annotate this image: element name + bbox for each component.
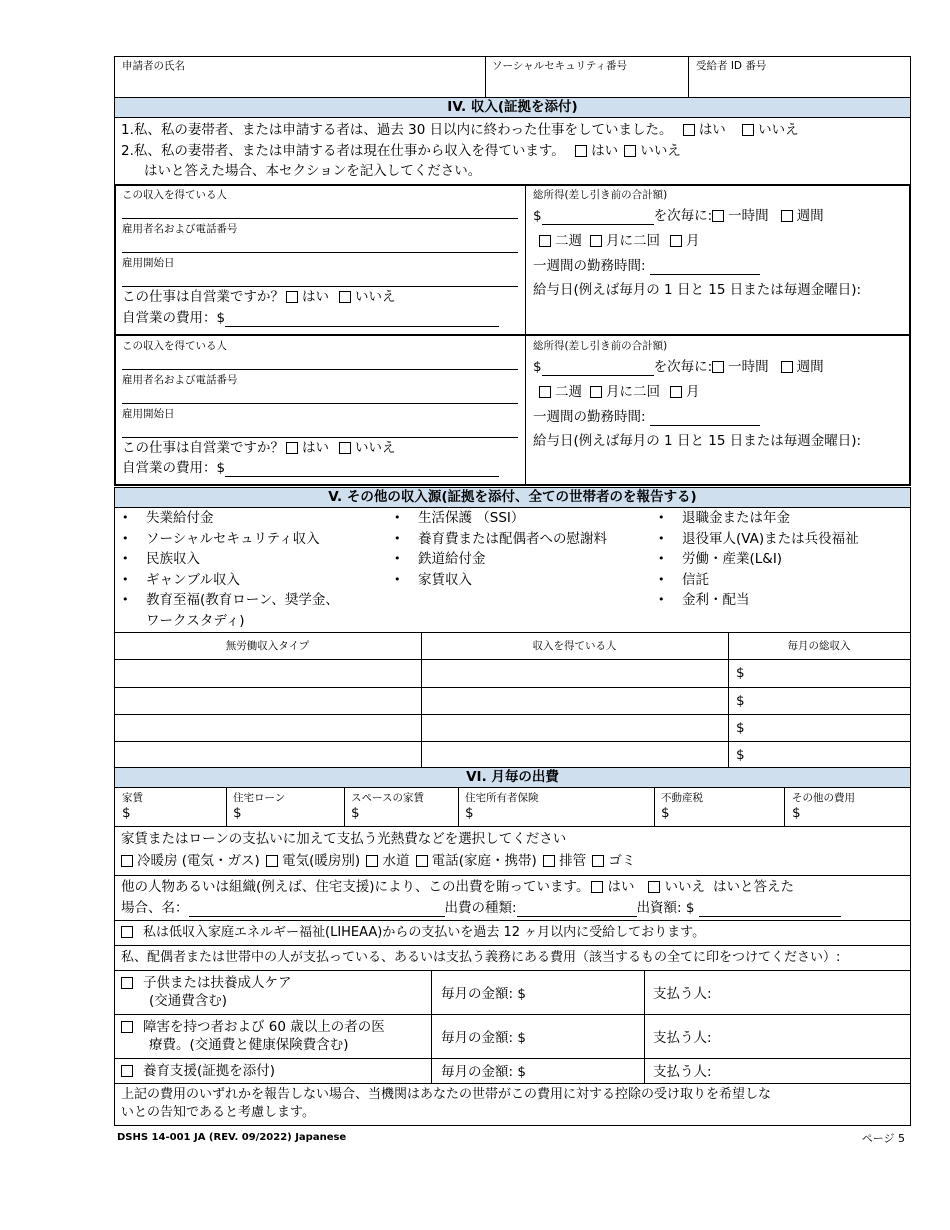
expense-mortgage-field[interactable]: $: [233, 805, 242, 821]
self-employed-expense: 自営業の費用：$: [122, 460, 499, 477]
payday-label: 給与日(例えば毎月の 1 日と 15 日または毎週金曜日):: [533, 282, 862, 298]
q2-no-checkbox[interactable]: [624, 145, 636, 157]
table-row: 養育支援(証拠を添付): [121, 1063, 275, 1080]
expense-rent-field[interactable]: $: [122, 805, 131, 821]
freq-hourly-checkbox[interactable]: [712, 210, 724, 222]
payday-label: 給与日(例えば毎月の 1 日と 15 日または毎週金曜日):: [533, 433, 862, 449]
utility-water-checkbox[interactable]: [366, 855, 378, 867]
weekly-hours-field[interactable]: [650, 260, 760, 275]
section-5-title: V. その他の収入源(証拠を添付、全ての世帯者のを報告する): [114, 487, 911, 508]
employer-field[interactable]: [122, 252, 518, 253]
self-employed-yes-checkbox[interactable]: [286, 291, 298, 303]
list-item: • 信託: [652, 570, 907, 591]
utilities-options: 冷暖房 (電気・ガス) 電気(暖房別) 水道 電話(家庭・携帯) 排管 ゴミ: [121, 853, 635, 870]
employer-label: 雇用者名および電話番号: [122, 374, 238, 386]
freq-weekly-checkbox[interactable]: [781, 210, 793, 222]
employer-field[interactable]: [122, 403, 518, 404]
list-item: • 鉄道給付金: [388, 549, 653, 570]
gross-income-row: $ を次毎に: 一時間 週間: [533, 208, 824, 224]
list-item: • 労働・産業(L&I): [652, 549, 907, 570]
list-item: • 民族収入: [116, 549, 386, 570]
table-row: 障害を持つ者および 60 歳以上の者の医 療費。(交通費と健康保険費含む): [121, 1018, 426, 1054]
employer-label: 雇用者名および電話番号: [122, 223, 238, 235]
table-row: 子供または扶養成人ケア (交通費含む): [121, 974, 426, 1010]
applicant-name-label: 申請者の氏名: [122, 60, 185, 72]
table-row-dollar[interactable]: $: [736, 720, 745, 736]
frequency-row-2: 二週 月に二回 月: [539, 384, 700, 401]
table-row-dollar[interactable]: $: [736, 665, 745, 681]
start-date-field[interactable]: [122, 437, 518, 438]
q2-yes-checkbox[interactable]: [575, 145, 587, 157]
table-row-dollar[interactable]: $: [736, 693, 745, 709]
medical-payer[interactable]: 支払う人:: [653, 1030, 712, 1046]
list-item: • 失業給付金: [116, 508, 386, 529]
income-question-2: 2.私、私の妻帯者、または申請する者は現在仕事から収入を得ています。 はい いいえ: [121, 143, 681, 159]
income-source-list-1: [116, 508, 386, 631]
self-employed-question: この仕事は自営業ですか？ はい いいえ: [122, 440, 396, 456]
self-employed-expense-field[interactable]: [225, 462, 499, 477]
list-item: • 教育至福(教育ローン、奨学金、 ワークスタディ): [116, 590, 386, 631]
earner-field[interactable]: [122, 218, 518, 219]
expense-other-label: その他の費用: [792, 792, 855, 804]
freq-monthly-checkbox[interactable]: [670, 235, 682, 247]
recipient-id-label: 受給者 ID 番号: [696, 60, 767, 72]
page-number: ページ 5: [861, 1132, 905, 1145]
income-instruction: はいと答えた場合、本セクションを記入してください。: [144, 163, 482, 179]
start-date-field[interactable]: [122, 286, 518, 287]
child-care-amount[interactable]: 毎月の金額: $: [441, 986, 526, 1002]
liheaa-checkbox[interactable]: [121, 926, 133, 938]
others-pay-question: 他の人物あるいは組織(例えば、住宅支援)により、この出費を賄っています。 はい いいえ はいと答えた: [121, 879, 794, 895]
form-id: DSHS 14-001 JA (REV. 09/2022) Japanese: [117, 1132, 347, 1143]
gross-income-row: $ を次毎に: 一時間 週間: [533, 359, 824, 375]
list-item: • 生活保護 （SSI）: [388, 508, 653, 529]
column-header-monthly-total: 毎月の総収入: [787, 640, 851, 652]
utility-phone-checkbox[interactable]: [416, 855, 428, 867]
section-4-title: IV. 収入(証拠を添付): [114, 97, 911, 118]
payer-name-field[interactable]: [189, 902, 445, 917]
child-support-amount[interactable]: 毎月の金額: $: [441, 1064, 526, 1080]
q1-no-checkbox[interactable]: [742, 124, 754, 136]
start-date-label: 雇用開始日: [122, 257, 175, 269]
others-pay-no-checkbox[interactable]: [648, 881, 660, 893]
non-report-notice: 上記の費用のいずれかを報告しない場合、当機関はあなたの世帯がこの費用に対する控除の受け取りを希望しな いとの告知であると考慮します。: [121, 1087, 772, 1120]
freq-biweekly-checkbox[interactable]: [539, 386, 551, 398]
contribution-amount-field[interactable]: [699, 902, 841, 917]
earner-field[interactable]: [122, 369, 518, 370]
freq-semimonthly-checkbox[interactable]: [590, 386, 602, 398]
expense-mortgage-label: 住宅ローン: [233, 792, 286, 804]
utility-sewer-checkbox[interactable]: [543, 855, 555, 867]
freq-biweekly-checkbox[interactable]: [539, 235, 551, 247]
frequency-row-2: 二週 月に二回 月: [539, 233, 700, 250]
expense-type-field[interactable]: [517, 902, 637, 917]
others-pay-details: 場合、名： 出費の種類: 出資額: $: [121, 900, 841, 917]
gross-income-field[interactable]: [542, 361, 654, 376]
list-item: • 退役軍人(VA)または兵役福祉: [652, 529, 907, 550]
gross-income-field[interactable]: [542, 210, 654, 225]
expense-property-tax-label: 不動産税: [661, 792, 703, 804]
liheaa-row: 私は低収入家庭エネルギー福祉(LIHEAA)からの支払いを過去 12 ヶ月以内に受給しております。: [121, 924, 705, 941]
earner-label: この収入を得ている人: [122, 340, 227, 352]
utility-garbage-checkbox[interactable]: [592, 855, 604, 867]
self-employed-no-checkbox[interactable]: [339, 442, 351, 454]
weekly-hours-field[interactable]: [650, 411, 760, 426]
freq-hourly-checkbox[interactable]: [712, 361, 724, 373]
gross-income-label: 総所得(差し引き前の合計額): [533, 340, 668, 352]
q1-yes-checkbox[interactable]: [683, 124, 695, 136]
start-date-label: 雇用開始日: [122, 408, 175, 420]
table-row-dollar[interactable]: $: [736, 747, 745, 763]
others-pay-yes-checkbox[interactable]: [591, 881, 603, 893]
expense-space-rent-label: スペースの家賃: [351, 792, 424, 804]
income-source-list-2: [388, 508, 653, 590]
expense-home-insurance-label: 住宅所有者保険: [465, 792, 539, 804]
utility-heating-checkbox[interactable]: [121, 855, 133, 867]
freq-weekly-checkbox[interactable]: [781, 361, 793, 373]
expense-other-field[interactable]: $: [792, 805, 801, 821]
list-item: • 家賃収入: [388, 570, 653, 591]
earner-label: この収入を得ている人: [122, 189, 227, 201]
expense-home-insurance-field[interactable]: $: [465, 805, 474, 821]
list-item: • 養育費または配偶者への慰謝料: [388, 529, 653, 550]
self-employed-no-checkbox[interactable]: [339, 291, 351, 303]
self-employed-question: この仕事は自営業ですか？ はい いいえ: [122, 289, 396, 305]
income-source-list-3: [652, 508, 907, 611]
income-question-1: 1.私、私の妻帯者、または申請する者は、過去 30 日以内に終わった仕事をしていました。 はい いいえ: [121, 122, 799, 138]
list-item: • ソーシャルセキュリティ収入: [116, 529, 386, 550]
child-care-checkbox[interactable]: [121, 977, 133, 989]
child-support-payer[interactable]: 支払う人:: [653, 1064, 712, 1080]
weekly-hours-row: 一週間の勤務時間:: [533, 258, 760, 275]
medical-amount[interactable]: 毎月の金額: $: [441, 1030, 526, 1046]
ssn-label: ソーシャルセキュリティ番号: [492, 60, 628, 72]
costs-prompt: 私、配偶者または世帯中の人が支払っている、あるいは支払う義務にある費用（該当するもの全てに印をつけてください）:: [121, 950, 841, 965]
section-6-title: VI. 月毎の出費: [114, 767, 911, 788]
child-care-payer[interactable]: 支払う人:: [653, 986, 712, 1002]
expense-space-rent-field[interactable]: $: [351, 805, 360, 821]
gross-income-label: 総所得(差し引き前の合計額): [533, 189, 668, 201]
child-support-checkbox[interactable]: [121, 1065, 133, 1077]
utility-electric-checkbox[interactable]: [266, 855, 278, 867]
weekly-hours-row: 一週間の勤務時間:: [533, 409, 760, 426]
expense-property-tax-field[interactable]: $: [661, 805, 670, 821]
freq-semimonthly-checkbox[interactable]: [590, 235, 602, 247]
utilities-prompt: 家賃またはローンの支払いに加えて支払う光熱費などを選択してください: [121, 831, 567, 847]
column-header-earner: 収入を得ている人: [532, 640, 617, 652]
freq-monthly-checkbox[interactable]: [670, 386, 682, 398]
self-employed-expense-field[interactable]: [225, 312, 499, 327]
self-employed-expense: 自営業の費用：$: [122, 310, 499, 327]
expense-rent-label: 家賃: [122, 792, 143, 804]
column-header-income-type: 無労働収入タイプ: [225, 640, 310, 652]
self-employed-yes-checkbox[interactable]: [286, 442, 298, 454]
list-item: • 金利・配当: [652, 590, 907, 611]
medical-checkbox[interactable]: [121, 1021, 133, 1033]
list-item: • 退職金または年金: [652, 508, 907, 529]
list-item: • ギャンブル収入: [116, 570, 386, 591]
